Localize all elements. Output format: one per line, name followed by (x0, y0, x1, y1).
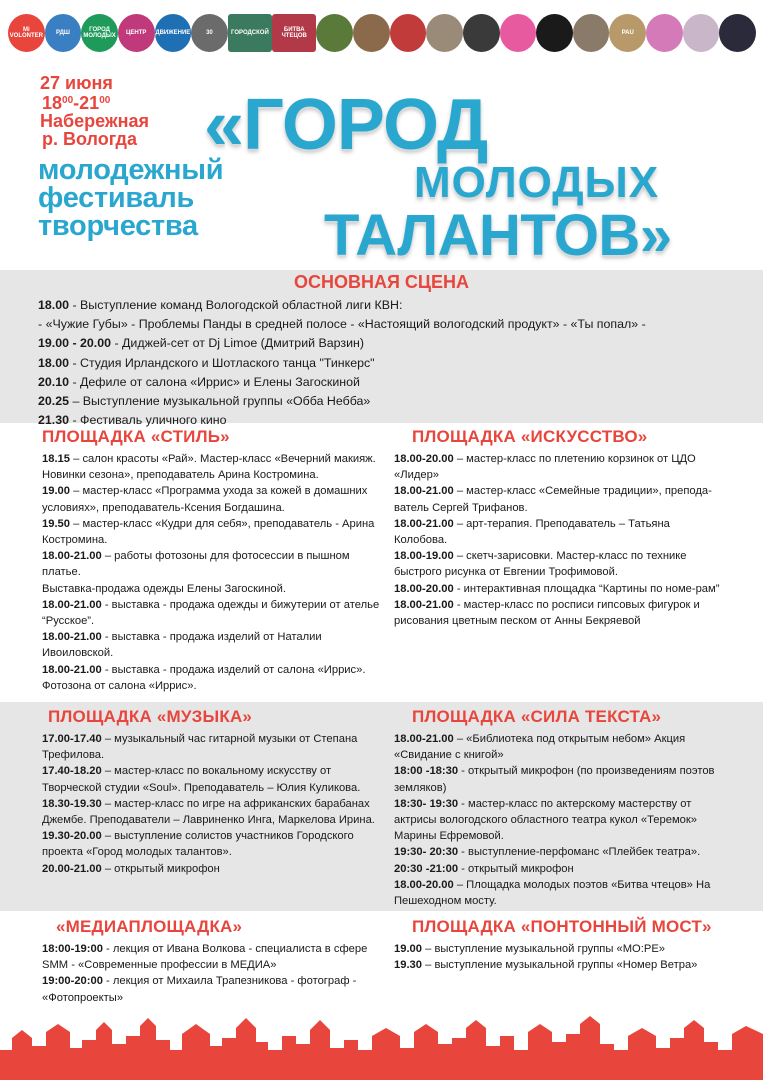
schedule-text: – выступление музыкальной группы «МО:РЕ» (422, 943, 666, 955)
schedule-text: – скетч-зарисовки. Мастер-класс по технике быстрого рисунка от Евгении Трофимовой. (394, 550, 687, 579)
logo-bridge (426, 14, 463, 52)
schedule-text: – мастер-класс по вокальному искусству от Творческой студии «Soul». Преподаватель – Юлия Куликова. (42, 765, 361, 794)
text-power-schedule (394, 731, 724, 909)
schedule-text: – мастер-класс «Семейные традиции», препода-ватель Сергей Трифанов. (394, 485, 712, 514)
schedule-text: – арт-терапия. Преподаватель – Татьяна Колобова. (394, 517, 670, 547)
schedule-item (394, 941, 754, 957)
schedule-item (42, 731, 387, 763)
schedule-text: - Дефиле от салона «Иррис» и Елены Загоскиной (69, 374, 360, 389)
schedule-time: 19:30- 20:30 (394, 846, 459, 859)
schedule-text: - выставка - продажа изделий от Наталии Ивоиловской. (42, 631, 322, 660)
logo-book: ГОРОДСКОЙ (228, 14, 272, 52)
media-schedule (42, 941, 387, 1006)
style-schedule (42, 451, 387, 694)
schedule-item (394, 796, 724, 845)
schedule-item (42, 516, 387, 548)
schedule-item (42, 581, 387, 597)
media-section (42, 916, 387, 1006)
logo-gorod-molodykh: ГОРОД МОЛОДЫХ (81, 14, 118, 52)
art-schedule (394, 451, 724, 629)
schedule-time: 20.10 (38, 374, 70, 389)
schedule-text: - открытый микрофон (458, 862, 574, 875)
music-section (42, 706, 387, 877)
schedule-time: 18.00-19.00 (394, 550, 454, 563)
schedule-time: 18.15 (42, 453, 70, 465)
schedule-time: 19.50 (42, 517, 70, 530)
logo-dvizhenie: ДВИЖЕНИЕ (155, 14, 192, 52)
schedule-text: - Диджей-сет от Dj Limoe (Дмитрий Варзин) (111, 336, 364, 351)
schedule-item (394, 861, 724, 877)
schedule-text: - Выступление команд Вологодской областной лиги КВН: (69, 298, 403, 312)
schedule-text: - выставка - продажа изделий от салона «Иррис». Фотозона от салона «Иррис». (42, 663, 366, 692)
schedule-text: - мастер-класс по росписи гипсовых фигурок и рисования цветным песком от Анны Бекряевой (394, 598, 700, 628)
schedule-text: - лекция от Михаила Трапезникова - фотограф - «Фотопроекты» (42, 975, 357, 1004)
schedule-time: 21.30 (38, 413, 70, 428)
schedule-item (42, 451, 387, 483)
schedule-time: 18.00 (38, 355, 70, 370)
schedule-item (394, 877, 724, 909)
schedule-text: – мастер-класс «Кудри для себя», преподаватель - Арина Костромина. (42, 517, 375, 547)
logo-dark (719, 14, 756, 52)
schedule-time: 20:30 -21:00 (394, 862, 459, 875)
schedule-item (394, 844, 724, 860)
media-title: «МЕДИАПЛОЩАДКА» (56, 917, 243, 936)
schedule-time: 20.25 (38, 394, 70, 409)
schedule-text: – выступление музыкальной группы «Номер Ветра» (422, 959, 698, 972)
logo-thirty: 30 (191, 14, 228, 52)
art-section (394, 426, 724, 629)
schedule-time: 18:00 -18:30 (394, 765, 459, 778)
schedule-item (42, 828, 387, 860)
schedule-time: 18.00-21.00 (42, 550, 102, 563)
schedule-item (38, 296, 646, 315)
schedule-item (42, 548, 387, 580)
pontoon-title: ПЛОЩАДКА «ПОНТОННЫЙ МОСТ» (412, 917, 712, 936)
schedule-item (42, 796, 387, 828)
logo-pau: PAU (609, 14, 646, 52)
schedule-item (42, 662, 387, 694)
pontoon-schedule (394, 941, 754, 973)
event-place-line-2: р. Вологда (42, 129, 137, 149)
schedule-time: 18.00 (38, 298, 70, 312)
logo-club (536, 14, 573, 52)
schedule-time: 18.00-21.00 (394, 485, 454, 498)
schedule-item (38, 315, 646, 334)
schedule-time: 18.00-20.00 (394, 878, 454, 891)
schedule-item (38, 334, 646, 353)
schedule-text: - выступление-перфоманс «Плейбек театра». (458, 846, 701, 859)
schedule-time: 19.30 (394, 959, 422, 972)
schedule-text: – выступление солистов участников Городского проекта «Город молодых талантов». (42, 830, 354, 859)
partner-logos (8, 8, 756, 58)
schedule-time: 18.00-21.00 (394, 598, 454, 611)
logo-cookies (353, 14, 390, 52)
logo-mi-volonter: Mi VOLONTER (8, 14, 45, 52)
schedule-text: – работы фотозоны для фотосессии в пышном платье. (42, 550, 350, 579)
schedule-text: – мастер-класс «Программа ухода за кожей в домашних условиях», преподаватель-Ксения Богдашина. (42, 485, 368, 514)
main-stage-schedule (38, 296, 646, 430)
logo-flamingo (500, 14, 537, 52)
schedule-time: 18.00-21.00 (42, 663, 102, 676)
pontoon-section (394, 916, 754, 973)
schedule-text: – «Библиотека под открытым небом» Акция «Свидание с книгой» (394, 733, 686, 762)
logo-pink (646, 14, 683, 52)
schedule-text: – мастер-класс по игре на африканских барабанах Джембе. Преподаватели – Лавриненко Инга, Маркелова Ирина. (42, 797, 375, 827)
main-stage-section (0, 270, 763, 428)
schedule-time: 18.00-21.00 (42, 631, 102, 644)
text-power-section (394, 706, 724, 909)
schedule-item (42, 973, 387, 1005)
event-date: 27 июня (40, 73, 113, 93)
schedule-item (42, 629, 387, 661)
schedule-item (394, 957, 754, 973)
schedule-text: - Фестиваль уличного кино (69, 413, 227, 428)
schedule-item (394, 483, 724, 515)
logo-red-round (390, 14, 427, 52)
schedule-item (42, 483, 387, 515)
music-schedule (42, 731, 387, 877)
schedule-text: - выставка - продажа одежды и бижутерии от ателье “Русское”. (42, 598, 380, 628)
logo-wood (573, 14, 610, 52)
event-place-line-1: Набережная (40, 111, 150, 131)
schedule-text: – музыкальный час гитарной музыки от Степана Трефилова. (42, 733, 358, 762)
schedule-item (394, 731, 724, 763)
schedule-text: – Выступление музыкальной группы «Обба Небба» (69, 394, 371, 409)
schedule-text: – Площадка молодых поэтов «Битва чтецов» На Пешеходном мосту. (394, 878, 711, 908)
schedule-text: - мастер-класс по актерскому мастерству от актрисы вологодского областного театра кукол «Теремок» Марины Ефремовой. (394, 797, 697, 843)
logo-rdsh: РДШ (45, 14, 82, 52)
date-time-place (40, 74, 149, 148)
schedule-item (38, 354, 646, 373)
schedule-item (394, 597, 724, 629)
schedule-text: – мастер-класс по плетению корзинок от ЦДО «Лидер» (394, 453, 696, 482)
schedule-time: 20.00-21.00 (42, 862, 102, 875)
event-time: $18^{00}-21^{00}$ (42, 93, 111, 113)
schedule-time: 18.00-20.00 (394, 582, 454, 595)
schedule-item (394, 763, 724, 795)
festival-subtitle: молодежный фестиваль творчества (38, 154, 224, 242)
schedule-item (42, 941, 387, 973)
poster-header: 27 июня $18^{00}-21^{00}$ Набережная р. Вологда молодежный фестиваль творчества «ГОРОД МОЛОДЫХ ТАЛАНТОВ» (38, 73, 672, 268)
schedule-time: 19.00 (394, 943, 422, 955)
main-stage-title: ОСНОВНАЯ СЦЕНА (293, 272, 470, 292)
logo-salon (683, 14, 720, 52)
style-title: ПЛОЩАДКА «СТИЛЬ» (42, 427, 230, 446)
logo-mo-re (463, 14, 500, 52)
schedule-time: 19.00 (42, 485, 70, 498)
schedule-time: 18.00-21.00 (394, 517, 454, 530)
schedule-time: 17.00-17.40 (42, 733, 102, 745)
schedule-item (394, 451, 724, 483)
schedule-text: - Студия Ирландского и Шотлаского танца "Тинкерс" (69, 355, 375, 370)
schedule-time: 19:00-20:00 (42, 975, 103, 988)
schedule-time: 18.00-20.00 (394, 453, 454, 465)
schedule-text: Выставка-продажа одежды Елены Загоскиной. (42, 582, 286, 595)
schedule-time: 18.00-21.00 (42, 598, 102, 611)
text-power-title: ПЛОЩАДКА «СИЛА ТЕКСТА» (412, 707, 662, 726)
schedule-time: 18:30- 19:30 (394, 797, 459, 810)
schedule-time: 19.30-20.00 (42, 830, 102, 843)
schedule-text: - «Чужие Губы» - Проблемы Панды в средней полосе - «Настоящий вологодский продукт» - «Ты попал» - (38, 317, 646, 332)
schedule-time: 18:00-19:00 (42, 943, 103, 955)
schedule-text: – салон красоты «Рай». Мастер-класс «Вечерний макияж. Новинки сезона», преподаватель Арина Костромина. (42, 453, 376, 482)
schedule-text: - лекция от Ивана Волкова - специалиста в сфере SMM - «Современные профессии в МЕДИА» (42, 943, 368, 972)
schedule-item (38, 373, 646, 392)
schedule-item (38, 392, 646, 411)
schedule-text: - открытый микрофон (по произведениям поэтов земляков) (394, 765, 715, 794)
schedule-time: 19.00 - 20.00 (38, 336, 112, 351)
style-section (42, 426, 387, 694)
schedule-item (42, 861, 387, 877)
schedule-item (42, 597, 387, 629)
music-title: ПЛОЩАДКА «МУЗЫКА» (48, 707, 253, 726)
logo-forest (316, 14, 353, 52)
schedule-text: – открытый микрофон (101, 862, 220, 875)
schedule-time: 17.40-18.20 (42, 765, 102, 778)
art-title: ПЛОЩАДКА «ИСКУССТВО» (412, 427, 648, 446)
schedule-time: 18.30-19.30 (42, 797, 102, 810)
schedule-item (394, 548, 724, 580)
logo-centr: ЦЕНТР (118, 14, 155, 52)
schedule-item (394, 581, 724, 597)
logo-bitva: БИТВА ЧТЕЦОВ (272, 14, 316, 52)
schedule-text: - интерактивная площадка “Картины по номе-рам” (453, 582, 720, 595)
city-skyline-decoration (0, 1010, 763, 1080)
schedule-item (42, 763, 387, 795)
schedule-item (394, 516, 724, 548)
schedule-time: 18.00-21.00 (394, 733, 454, 745)
